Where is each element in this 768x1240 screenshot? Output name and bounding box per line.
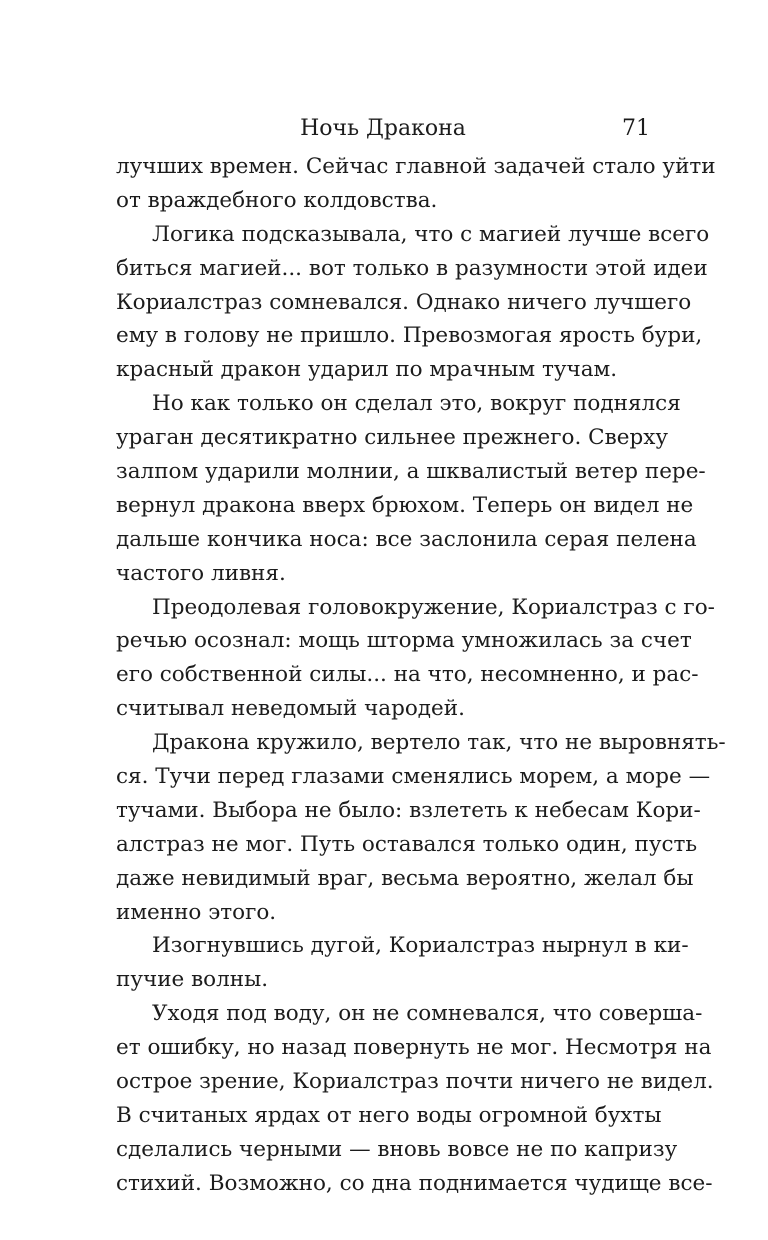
text-line: вернул дракона вверх брюхом. Теперь он видел не: [116, 492, 694, 518]
text-line: ет ошибку, но назад повернуть не мог. Несмотря на: [116, 1035, 712, 1061]
text-line: ураган десятикратно сильнее прежнего. Сверху: [116, 425, 668, 451]
text-line: алстраз не мог. Путь оставался только один, пусть: [116, 831, 698, 857]
text-line: сделались черными — вновь вовсе не по капризу: [116, 1136, 678, 1162]
text-line: от враждебного колдовства.: [116, 187, 438, 213]
text-line: Логика подсказывала, что с магией лучше всего: [152, 221, 710, 247]
text-line: Уходя под воду, он не сомневался, что соверша-: [152, 1001, 703, 1027]
text-line: Но как только он сделал это, вокруг поднялся: [152, 391, 681, 417]
text-line: частого ливня.: [116, 560, 286, 586]
text-line: даже невидимый враг, весьма вероятно, желал бы: [116, 865, 694, 891]
text-line: стихий. Возможно, со дна поднимается чудище все-: [116, 1170, 713, 1196]
text-line: речью осознал: мощь шторма умножилась за счет: [116, 628, 692, 654]
text-line: тучами. Выбора не было: взлететь к небесам Кори-: [116, 797, 701, 823]
text-line: его собственной силы... на что, несомненно, и рас-: [116, 662, 699, 688]
text-line: Кориалстраз сомневался. Однако ничего лучшего: [116, 289, 692, 315]
text-line: Преодолевая головокружение, Кориалстраз с го-: [152, 594, 715, 620]
text-line: ему в голову не пришло. Превозмогая ярость бури,: [116, 323, 703, 349]
text-line: считывал неведомый чародей.: [116, 696, 465, 722]
book-page: [116, 108, 726, 1201]
text-line: Изогнувшись дугой, Кориалстраз нырнул в ки-: [152, 933, 689, 959]
body-text: [116, 150, 726, 1201]
text-line: ся. Тучи перед глазами сменялись морем, а море —: [116, 764, 711, 790]
text-line: дальше кончика носа: все заслонила серая пелена: [116, 526, 697, 552]
text-line: биться магией... вот только в разумности этой идеи: [116, 255, 708, 281]
text-line: Дракона кружило, вертело так, что не выровнять-: [152, 730, 726, 756]
running-header: [116, 108, 650, 150]
text-line: лучших времен. Сейчас главной задачей стало уйти: [116, 154, 716, 179]
text-line: пучие волны.: [116, 967, 269, 993]
page-number: 71: [622, 116, 650, 141]
text-line: В считаных ярдах от него воды огромной бухты: [116, 1102, 662, 1128]
text-line: залпом ударили молнии, а шквалистый ветер пере-: [116, 459, 706, 485]
text-line: красный дракон ударил по мрачным тучам.: [116, 357, 618, 383]
book-title: Ночь Дракона: [300, 116, 466, 141]
text-line: именно этого.: [116, 899, 277, 925]
text-line: острое зрение, Кориалстраз почти ничего не видел.: [116, 1069, 714, 1095]
